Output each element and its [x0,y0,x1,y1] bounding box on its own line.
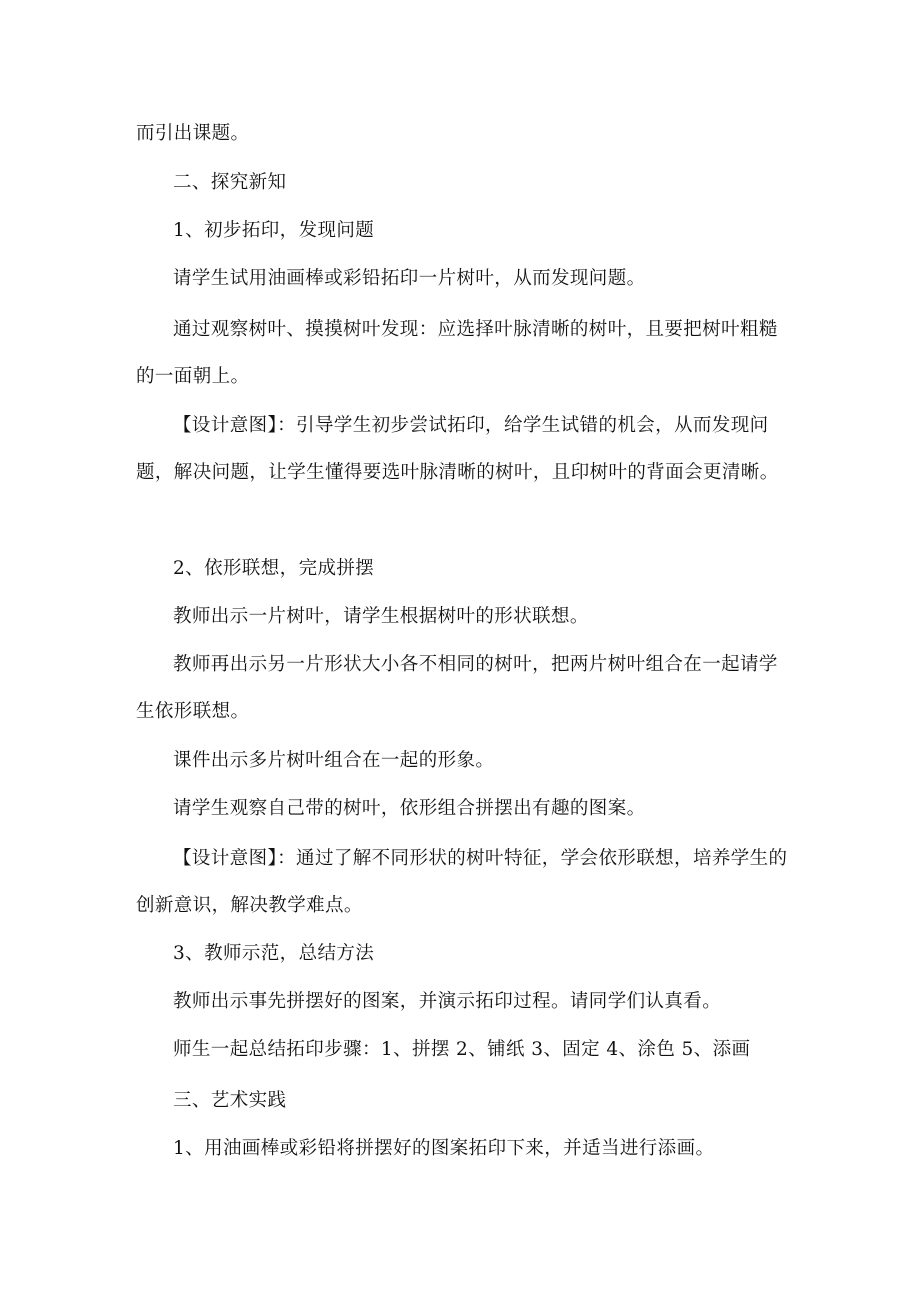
paragraph-design-intent-2: 【设计意图】：通过了解不同形状的树叶特征，学会依形联想，培养学生的创新意识，解决教学难点。 [136,848,788,916]
section-heading-art-practice: 三、艺术实践 [173,1090,287,1111]
paragraph-courseware-leaves: 课件出示多片树叶组合在一起的形象。 [173,750,495,771]
paragraph-rubbing-steps: 师生一起总结拓印步骤：1、拼摆 2、铺纸 3、固定 4、涂色 5、添画 [173,1039,751,1060]
paragraph-design-intent-1: 【设计意图】：引导学生初步尝试拓印，给学生试错的机会，从而发现问题，解决问题，让学生懂得要选叶脉清晰的树叶，且印树叶的背面会更清晰。 [136,415,779,483]
subheading-shape-association: 2、依形联想，完成拼摆 [173,558,375,579]
paragraph-student-patterns: 请学生观察自己带的树叶，依形组合拼摆出有趣的图案。 [173,798,646,819]
paragraph-practice-task: 1、用油画棒或彩铅将拼摆好的图案拓印下来，并适当进行添画。 [173,1138,715,1159]
subheading-initial-rubbing: 1、初步拓印，发现问题 [173,220,375,241]
paragraph-observe-leaf: 通过观察树叶、摸摸树叶发现：应选择叶脉清晰的树叶，且要把树叶粗糙的一面朝上。 [136,319,778,387]
subheading-teacher-demo: 3、教师示范，总结方法 [173,943,375,964]
paragraph-continuation: 而引出课题。 [136,123,250,144]
paragraph-show-two-leaves: 教师再出示另一片形状大小各不相同的树叶，把两片树叶组合在一起请学生依形联想。 [136,654,778,722]
paragraph-show-one-leaf: 教师出示一片树叶，请学生根据树叶的形状联想。 [173,606,589,627]
paragraph-try-rubbing: 请学生试用油画棒或彩铅拓印一片树叶，从而发现问题。 [173,268,646,289]
section-heading-explore: 二、探究新知 [173,172,287,193]
paragraph-demo-process: 教师出示事先拼摆好的图案，并演示拓印过程。请同学们认真看。 [173,991,722,1012]
